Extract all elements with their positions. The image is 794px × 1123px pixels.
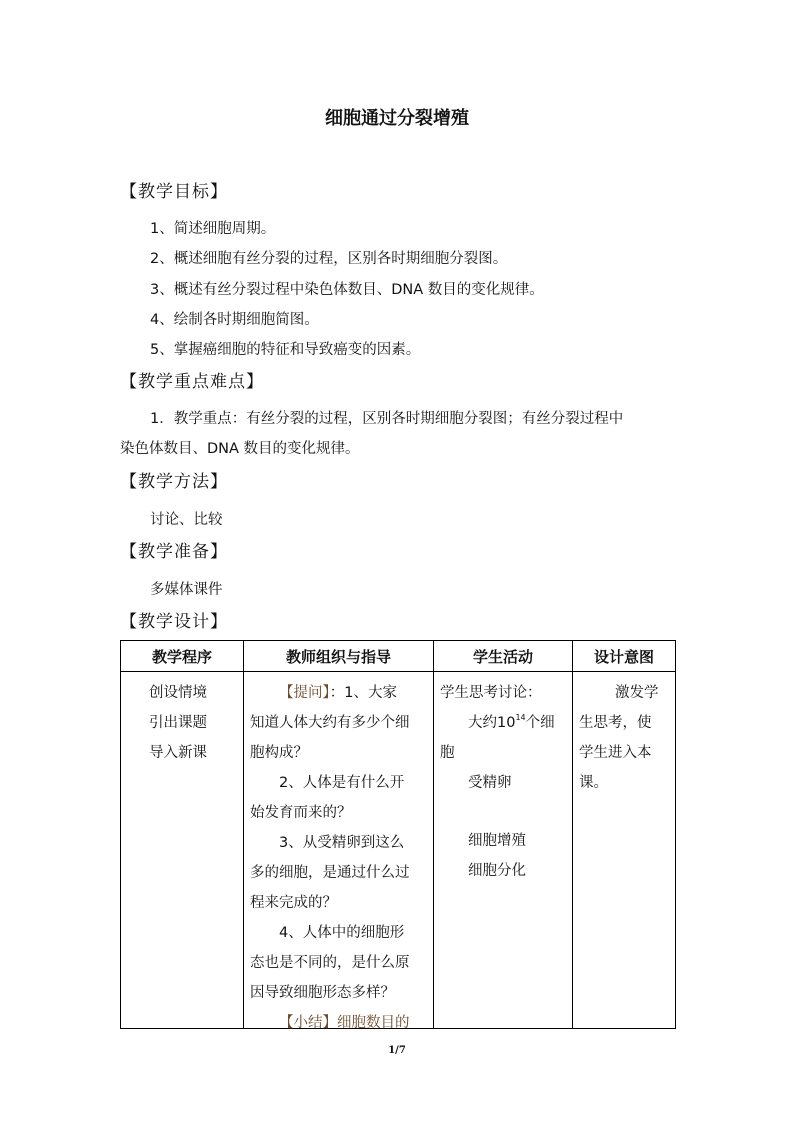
summary-tag: 【小结】 [279, 1015, 337, 1031]
student-answer-1-cont: 胞 [440, 745, 455, 761]
key-points-heading: 【教学重点难点】 [120, 372, 264, 392]
student-cell [434, 672, 573, 1029]
procedure-line: 创设情境 [149, 685, 207, 701]
question-2-line: 2、人体是有什么开 [279, 775, 405, 791]
intent-line: 学生进入本 [579, 745, 652, 761]
student-answer-4: 细胞分化 [468, 863, 526, 879]
student-answer-2: 受精卵 [468, 775, 512, 791]
question-3-line: 3、从受精卵到这么 [279, 835, 405, 851]
objective-item: 4、绘制各时期细胞简图。 [150, 312, 319, 328]
summary-line: 【小结】细胞数目的 [279, 1015, 410, 1031]
question-4-line: 4、人体中的细胞形 [279, 925, 405, 941]
intent-line: 生思考，使 [579, 715, 652, 731]
header-teacher-guidance: 教师组织与指导 [244, 641, 434, 672]
question-1-line: 知道人体大约有多少个细 [250, 715, 410, 731]
preparation-heading: 【教学准备】 [120, 542, 228, 562]
page-number: 1/7 [388, 1045, 406, 1056]
design-heading: 【教学设计】 [120, 612, 228, 632]
teaching-design-table [120, 640, 676, 1029]
key-points-text-line1: 1．教学重点：有丝分裂的过程，区别各时期细胞分裂图；有丝分裂过程中 [150, 411, 624, 427]
header-student-activity: 学生活动 [434, 641, 573, 672]
procedure-cell [121, 672, 244, 1029]
spacer [440, 798, 568, 826]
key-points-text-line2: 染色体数目、DNA 数目的变化规律。 [120, 441, 360, 457]
methods-heading: 【教学方法】 [120, 472, 228, 492]
student-intro: 学生思考讨论： [440, 685, 542, 701]
question-4-line: 因导致细胞形态多样？ [250, 985, 395, 1001]
procedure-line: 导入新课 [149, 745, 207, 761]
question-1-line: 【提问】：1、大家 [279, 685, 397, 701]
procedure-line: 引出课题 [149, 715, 207, 731]
header-design-intent: 设计意图 [573, 641, 676, 672]
student-answer-3: 细胞增殖 [468, 833, 526, 849]
table-header-row [121, 641, 676, 672]
objectives-heading: 【教学目标】 [120, 182, 228, 202]
ask-tag: 【提问】 [279, 685, 330, 701]
teacher-cell [244, 672, 434, 1029]
question-1-line: 胞构成？ [250, 745, 308, 761]
intent-line: 激发学 [615, 685, 659, 701]
objective-item: 3、概述有丝分裂过程中染色体数目、DNA 数目的变化规律。 [150, 282, 544, 298]
intent-cell [573, 672, 676, 1029]
page-title: 细胞通过分裂增殖 [325, 108, 469, 129]
question-3-line: 程来完成的？ [250, 895, 337, 911]
methods-text: 讨论、比较 [150, 512, 223, 528]
objective-item: 1、简述细胞周期。 [150, 221, 276, 237]
header-procedure: 教学程序 [121, 641, 244, 672]
question-4-line: 态也是不同的，是什么原 [250, 955, 410, 971]
objective-item: 2、概述细胞有丝分裂的过程，区别各时期细胞分裂图。 [150, 251, 508, 267]
objective-item: 5、掌握癌细胞的特征和导致癌变的因素。 [150, 342, 421, 358]
table-row [121, 672, 676, 1029]
question-3-line: 多的细胞，是通过什么过 [250, 865, 410, 881]
student-answer-1: 大约$10^{14}$个细 [468, 713, 555, 731]
preparation-text: 多媒体课件 [150, 582, 223, 598]
intent-line: 课。 [579, 775, 608, 791]
question-2-line: 始发育而来的？ [250, 805, 352, 821]
